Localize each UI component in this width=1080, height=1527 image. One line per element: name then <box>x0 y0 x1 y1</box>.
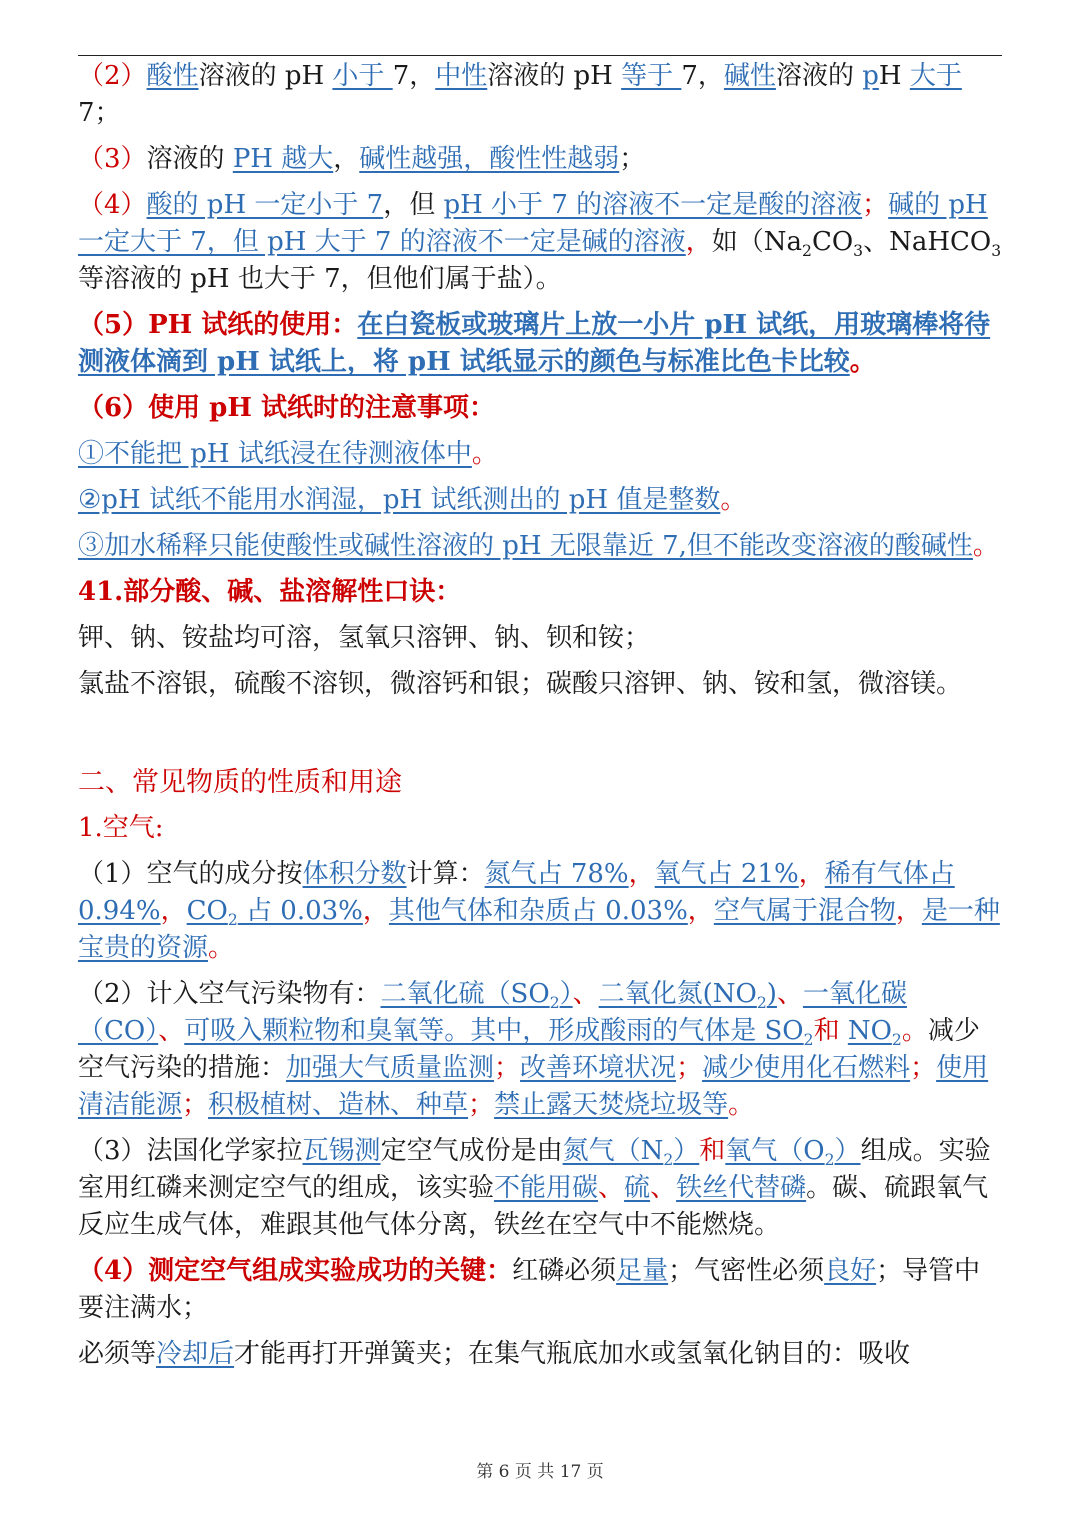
keyword: 空气属于混合物 <box>713 896 896 926</box>
item-number: （2） <box>78 61 147 91</box>
punct: 。 <box>901 1016 928 1046</box>
keyword: ) <box>766 979 777 1009</box>
text: 溶液的 pH <box>487 61 622 91</box>
air-item-1 <box>78 856 1004 967</box>
subscript: 2 <box>227 911 238 930</box>
subscript: 2 <box>756 994 767 1013</box>
punct: ； <box>910 1053 937 1083</box>
punct: 。 <box>849 347 876 377</box>
keyword: 中性 <box>435 61 488 91</box>
keyword: 足量 <box>616 1256 669 1286</box>
keyword: 其他气体和杂质占 0.03% <box>388 896 688 926</box>
keyword: 冷却后 <box>156 1339 235 1369</box>
keyword: p <box>862 61 879 91</box>
text: （3）法国化学家拉 <box>78 1136 303 1166</box>
item-number: （4） <box>78 190 147 220</box>
subscript: 3 <box>991 242 1002 261</box>
keyword: 铁丝代替磷 <box>676 1173 807 1203</box>
subscript: 2 <box>549 994 560 1013</box>
punct: ， <box>685 227 712 257</box>
punct: 。 <box>208 933 235 963</box>
subscript: 2 <box>803 1031 814 1050</box>
text: （2）计入空气污染物有： <box>78 979 381 1009</box>
footer-text: 第 <box>476 1462 499 1482</box>
text: 溶液的 <box>146 144 233 174</box>
text: 红磷必须 <box>512 1256 617 1286</box>
keyword: 可吸入颗粒物和臭氧等。其中，形成酸雨的气体是 <box>184 1016 765 1046</box>
subscript: 3 <box>853 242 864 261</box>
page-number: 6 <box>498 1462 510 1482</box>
keyword: CO <box>186 896 228 926</box>
text: 7， <box>392 61 436 91</box>
punct: 。 <box>471 439 498 469</box>
punct: 。 <box>972 531 999 561</box>
punct: ； <box>676 1053 703 1083</box>
keyword: NO <box>847 1016 892 1046</box>
punct: ， <box>160 896 187 926</box>
mnemonic-line-1: 钾、钠、铵盐均可溶，氢氧只溶钾、钠、钡和铵； <box>78 623 651 653</box>
keyword: 稀有气体占 0.94% <box>78 859 955 926</box>
keyword: 硫 <box>624 1173 651 1203</box>
air-item-2 <box>78 976 1004 1124</box>
keyword: ） <box>559 979 573 1009</box>
air-item-5 <box>78 1336 1004 1373</box>
text: （1）空气的成分按 <box>78 859 303 889</box>
text: 必须等 <box>78 1339 157 1369</box>
punct: 、 <box>572 979 599 1009</box>
subscript: 2 <box>824 1151 835 1170</box>
text: 7， <box>681 61 724 91</box>
punct: 、 <box>158 1016 185 1046</box>
punct: ， <box>895 896 922 926</box>
item-heading: （5）PH 试纸的使用： <box>78 310 358 340</box>
keyword: ） <box>834 1136 861 1166</box>
keyword: 碱的 pH 一定大于 7，但 pH 大于 7 的溶液不一定是碱的溶液 <box>78 190 988 257</box>
page-body <box>78 58 1004 1373</box>
keyword: 二氧化氮(NO <box>598 979 757 1009</box>
text: 如（Na <box>711 227 803 257</box>
keyword: 氧气（O <box>725 1136 825 1166</box>
keyword: 占 0.03% <box>237 896 363 926</box>
keyword: 酸的 pH 一定小于 7 <box>146 190 384 220</box>
item-number: （3） <box>78 144 147 174</box>
punct: ； <box>182 1090 209 1120</box>
mnemonic-line-2: 氯盐不溶银，硫酸不溶钡，微溶钙和银；碳酸只溶钾、钠、铵和氢，微溶镁。 <box>78 669 963 699</box>
section-2-heading: 二、常见物质的性质和用途 <box>78 767 402 798</box>
note-text: ①不能把 pH 试纸浸在待测液体中 <box>78 439 472 469</box>
item-6-heading: （6）使用 pH 试纸时的注意事项： <box>78 393 495 423</box>
keyword: PH 越大 <box>232 144 334 174</box>
keyword: 在白瓷板或玻璃片上放一小片 pH 试纸，用玻璃棒将待测液体滴到 pH 试纸上，将 pH 试纸显示的颜色与标准比色卡比较 <box>78 310 991 377</box>
punct: 、 <box>598 1173 625 1203</box>
keyword: 使用清洁能源 <box>78 1053 989 1120</box>
keyword: 不能用碳 <box>494 1173 599 1203</box>
item-heading: （4）测定空气组成实验成功的关键： <box>78 1256 513 1286</box>
punct: 和 <box>813 1016 848 1046</box>
keyword: 一氧化碳（CO） <box>78 979 907 1046</box>
text: 计算： <box>406 859 485 889</box>
keyword: 是一种宝贵的资源 <box>78 896 1000 963</box>
header-rule <box>78 55 1002 56</box>
text: CO <box>811 227 854 257</box>
punct: ， <box>798 859 825 889</box>
footer-text: 页 共 <box>509 1462 560 1482</box>
note-1 <box>78 436 1004 473</box>
air-item-3 <box>78 1133 1004 1244</box>
keyword: 氮气占 78% <box>484 859 629 889</box>
keyword: 良好 <box>824 1256 877 1286</box>
text: 等溶液的 pH 也大于 7，但他们属于盐）。 <box>78 264 562 294</box>
text: 定空气成份是由 <box>380 1136 563 1166</box>
punct: ； <box>494 1053 521 1083</box>
keyword: 碱性 <box>723 61 776 91</box>
text: 组成。实验室用红磷来测定空气的组成，该实验 <box>78 1136 991 1203</box>
text: 溶液的 <box>775 61 863 91</box>
text: ，但 <box>383 190 444 220</box>
keyword: 二氧化硫（SO <box>380 979 550 1009</box>
note-2 <box>78 482 1004 519</box>
keyword: 氮气（N <box>562 1136 664 1166</box>
punct: 、 <box>650 1173 677 1203</box>
section-41-heading: 41.部分酸、碱、盐溶解性口诀： <box>78 577 462 607</box>
keyword: 酸性 <box>146 61 199 91</box>
text: 、NaHCO <box>863 227 992 257</box>
text: H <box>878 61 910 91</box>
text: 溶液的 pH <box>198 61 333 91</box>
keyword: 小于 <box>332 61 393 91</box>
keyword: 改善环境状况 <box>520 1053 677 1083</box>
note-text: ③加水稀释只能使酸性或碱性溶液的 pH 无限靠近 7,但不能改变溶液的酸碱性 <box>78 531 973 561</box>
keyword: 瓦锡测 <box>302 1136 381 1166</box>
punct: 。 <box>720 485 747 515</box>
keyword: 碱性越强，酸性性越弱 <box>359 144 620 174</box>
item-3-ph-strength <box>78 141 1004 178</box>
page-footer <box>0 1457 1080 1482</box>
text: 7； <box>78 98 121 128</box>
subscript: 2 <box>891 1031 902 1050</box>
keyword: SO <box>764 1016 804 1046</box>
text: ；导管中要注满水； <box>78 1256 981 1323</box>
page-total: 17 <box>559 1462 582 1482</box>
text: ， <box>333 144 360 174</box>
text: ；气密性必须 <box>668 1256 825 1286</box>
note-text: ②pH 试纸不能用水润湿，pH 试纸测出的 pH 值是整数 <box>78 485 721 515</box>
keyword: 体积分数 <box>302 859 407 889</box>
connector: 和 <box>699 1136 726 1166</box>
air-item-4 <box>78 1253 1004 1327</box>
item-2-ph-relation <box>78 58 1004 132</box>
keyword: 减少使用化石燃料 <box>702 1053 911 1083</box>
subscript: 2 <box>802 242 812 261</box>
keyword: 禁止露天焚烧垃圾等 <box>494 1090 729 1120</box>
keyword: 积极植树、造林、种草 <box>208 1090 469 1120</box>
text: 才能再打开弹簧夹；在集气瓶底加水或氢氧化钠目的：吸收 <box>234 1339 911 1369</box>
punct: ， <box>362 896 389 926</box>
punct: 。 <box>728 1090 755 1120</box>
air-heading: 1.空气: <box>78 813 164 843</box>
text: 减少空气污染的措施： <box>78 1016 980 1083</box>
text: 。碳、硫跟氧气反应生成气体，难跟其他气体分离，铁丝在空气中不能燃烧。 <box>78 1173 989 1240</box>
keyword: ） <box>673 1136 700 1166</box>
punct: ， <box>628 859 655 889</box>
punct: ； <box>468 1090 495 1120</box>
punct: ， <box>687 896 714 926</box>
punct: ； <box>862 190 889 220</box>
keyword: 加强大气质量监测 <box>286 1053 495 1083</box>
item-5-ph-paper-usage <box>78 307 1004 381</box>
section-spacer <box>78 703 1004 755</box>
keyword: pH 小于 7 的溶液不一定是酸的溶液 <box>443 190 863 220</box>
keyword: 等于 <box>621 61 682 91</box>
text: ； <box>619 144 646 174</box>
footer-text: 页 <box>581 1462 604 1482</box>
punct: 、 <box>776 979 803 1009</box>
subscript: 2 <box>663 1151 674 1170</box>
keyword: 大于 <box>909 61 962 91</box>
item-4-acid-base-ph <box>78 187 1004 298</box>
keyword: 氧气占 21% <box>654 859 799 889</box>
note-3 <box>78 528 1004 565</box>
